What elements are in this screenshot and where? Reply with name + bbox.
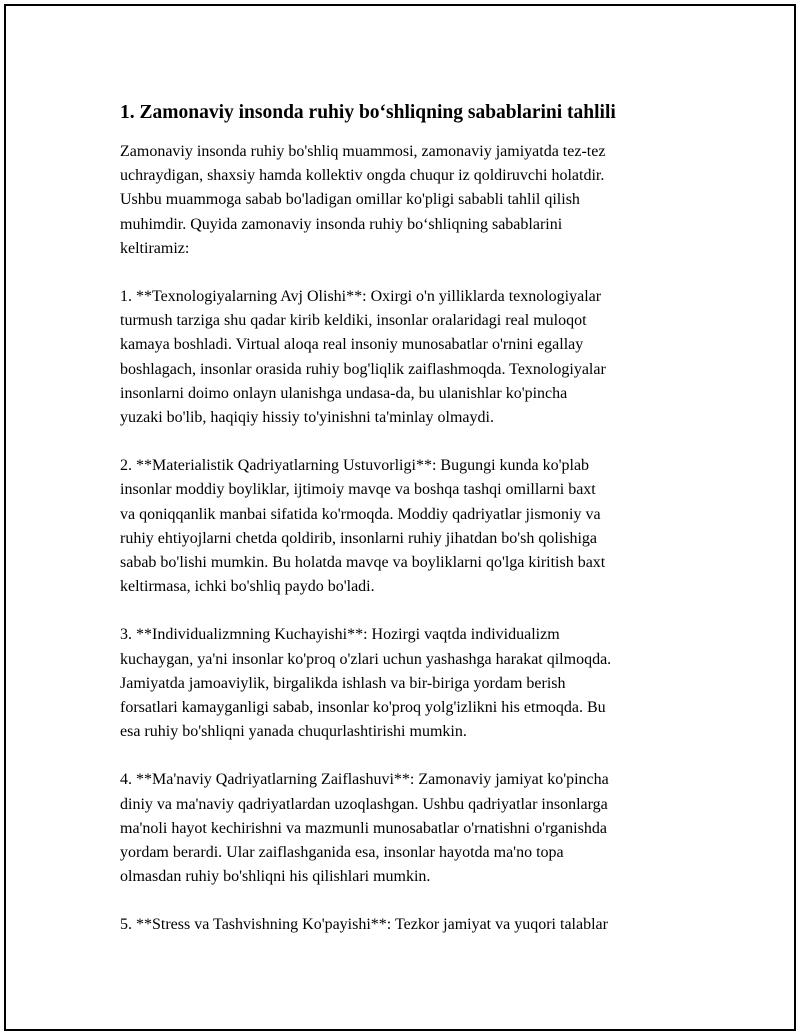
text-line: 2. **Materialistik Qadriyatlarning Ustuvorligi**: Bugungi kunda ko'plab	[120, 457, 590, 475]
document-title: 1. Zamonaviy insonda ruhiy bo‘shliqning sabablarini tahlili	[120, 102, 616, 123]
text-line: 5. **Stress va Tashvishning Ko'payishi**: Tezkor jamiyat va yuqori talablar	[120, 916, 608, 934]
text-line: sabab bo'lishi mumkin. Bu holatda mavqe va boyliklarni qo'lga kiritish baxt	[120, 554, 606, 572]
text-line: Jamiyatda jamoaviylik, birgalikda ishlash va bir-biriga yordam berish	[120, 674, 566, 692]
text-line: yuzaki bo'lib, haqiqiy hissiy to'yinishni ta'minlay olmaydi.	[120, 409, 494, 427]
text-line: diniy va ma'naviy qadriyatlardan uzoqlashgan. Ushbu qadriyatlar insonlarga	[120, 795, 608, 813]
text-line: keltirmasa, ichki bo'shliq paydo bo'ladi.	[120, 578, 375, 596]
text-line: boshlagach, insonlar orasida ruhiy bog'liqlik zaiflashmoqda. Texnologiyalar	[120, 360, 606, 378]
text-line: kamaya boshladi. Virtual aloqa real insoniy munosabatlar o'rnini egallay	[120, 336, 584, 354]
paragraph-list	[120, 140, 700, 938]
paragraph	[120, 140, 700, 261]
text-line: 3. **Individualizmning Kuchayishi**: Hozirgi vaqtda individualizm	[120, 626, 560, 644]
text-line: 1. **Texnologiyalarning Avj Olishi**: Oxirgi o'n yilliklarda texnologiyalar	[120, 288, 602, 306]
paragraph	[120, 768, 700, 889]
paragraph	[120, 454, 700, 599]
text-line: olmasdan ruhiy bo'shliqni his qilishlari mumkin.	[120, 868, 431, 886]
document-body	[120, 100, 700, 962]
text-line: uchraydigan, shaxsiy hamda kollektiv ongda chuqur iz qoldiruvchi holatdir.	[120, 167, 605, 185]
paragraph	[120, 623, 700, 744]
text-line: keltiramiz:	[120, 239, 190, 257]
text-line: insonlar moddiy boyliklar, ijtimoiy mavqe va boshqa tashqi omillarni baxt	[120, 481, 596, 499]
text-line: kuchaygan, ya'ni insonlar ko'proq o'zlari uchun yashashga harakat qilmoqda.	[120, 650, 612, 668]
text-line: Zamonaviy insonda ruhiy bo'shliq muammosi, zamonaviy jamiyatda tez-tez	[120, 143, 606, 160]
paragraph	[120, 285, 700, 430]
text-line: Ushbu muammoga sabab bo'ladigan omillar ko'pligi sababli tahlil qilish	[120, 191, 580, 209]
text-line: forsatlari kamayganligi sabab, insonlar ko'proq yolg'izlikni his etmoqda. Bu	[120, 699, 606, 717]
text-line: insonlarni doimo onlayn ulanishga undasa-da, bu ulanishlar ko'pincha	[120, 384, 568, 402]
text-line: muhimdir. Quyida zamonaviy insonda ruhiy bo‘shliqning sabablarini	[120, 215, 563, 233]
text-line: 4. **Ma'naviy Qadriyatlarning Zaiflashuvi**: Zamonaviy jamiyat ko'pincha	[120, 771, 609, 789]
text-line: ruhiy ehtiyojlarni chetda qoldirib, insonlarni ruhiy jihatdan bo'sh qolishiga	[120, 529, 598, 547]
text-line: ma'noli hayot kechirishni va mazmunli munosabatlar o'rnatishni o'rganishda	[120, 819, 607, 837]
text-line: va qoniqqanlik manbai sifatida ko'rmoqda. Moddiy qadriyatlar jismoniy va	[120, 505, 601, 523]
text-line: turmush tarziga shu qadar kirib keldiki, insonlar oralaridagi real muloqot	[120, 312, 587, 330]
page-frame	[4, 4, 796, 1031]
text-line: yordam berardi. Ular zaiflashganida esa, insonlar hayotda ma'no topa	[120, 844, 564, 862]
text-line: esa ruhiy bo'shliqni yanada chuqurlashtirishi mumkin.	[120, 723, 467, 741]
paragraph	[120, 913, 700, 937]
